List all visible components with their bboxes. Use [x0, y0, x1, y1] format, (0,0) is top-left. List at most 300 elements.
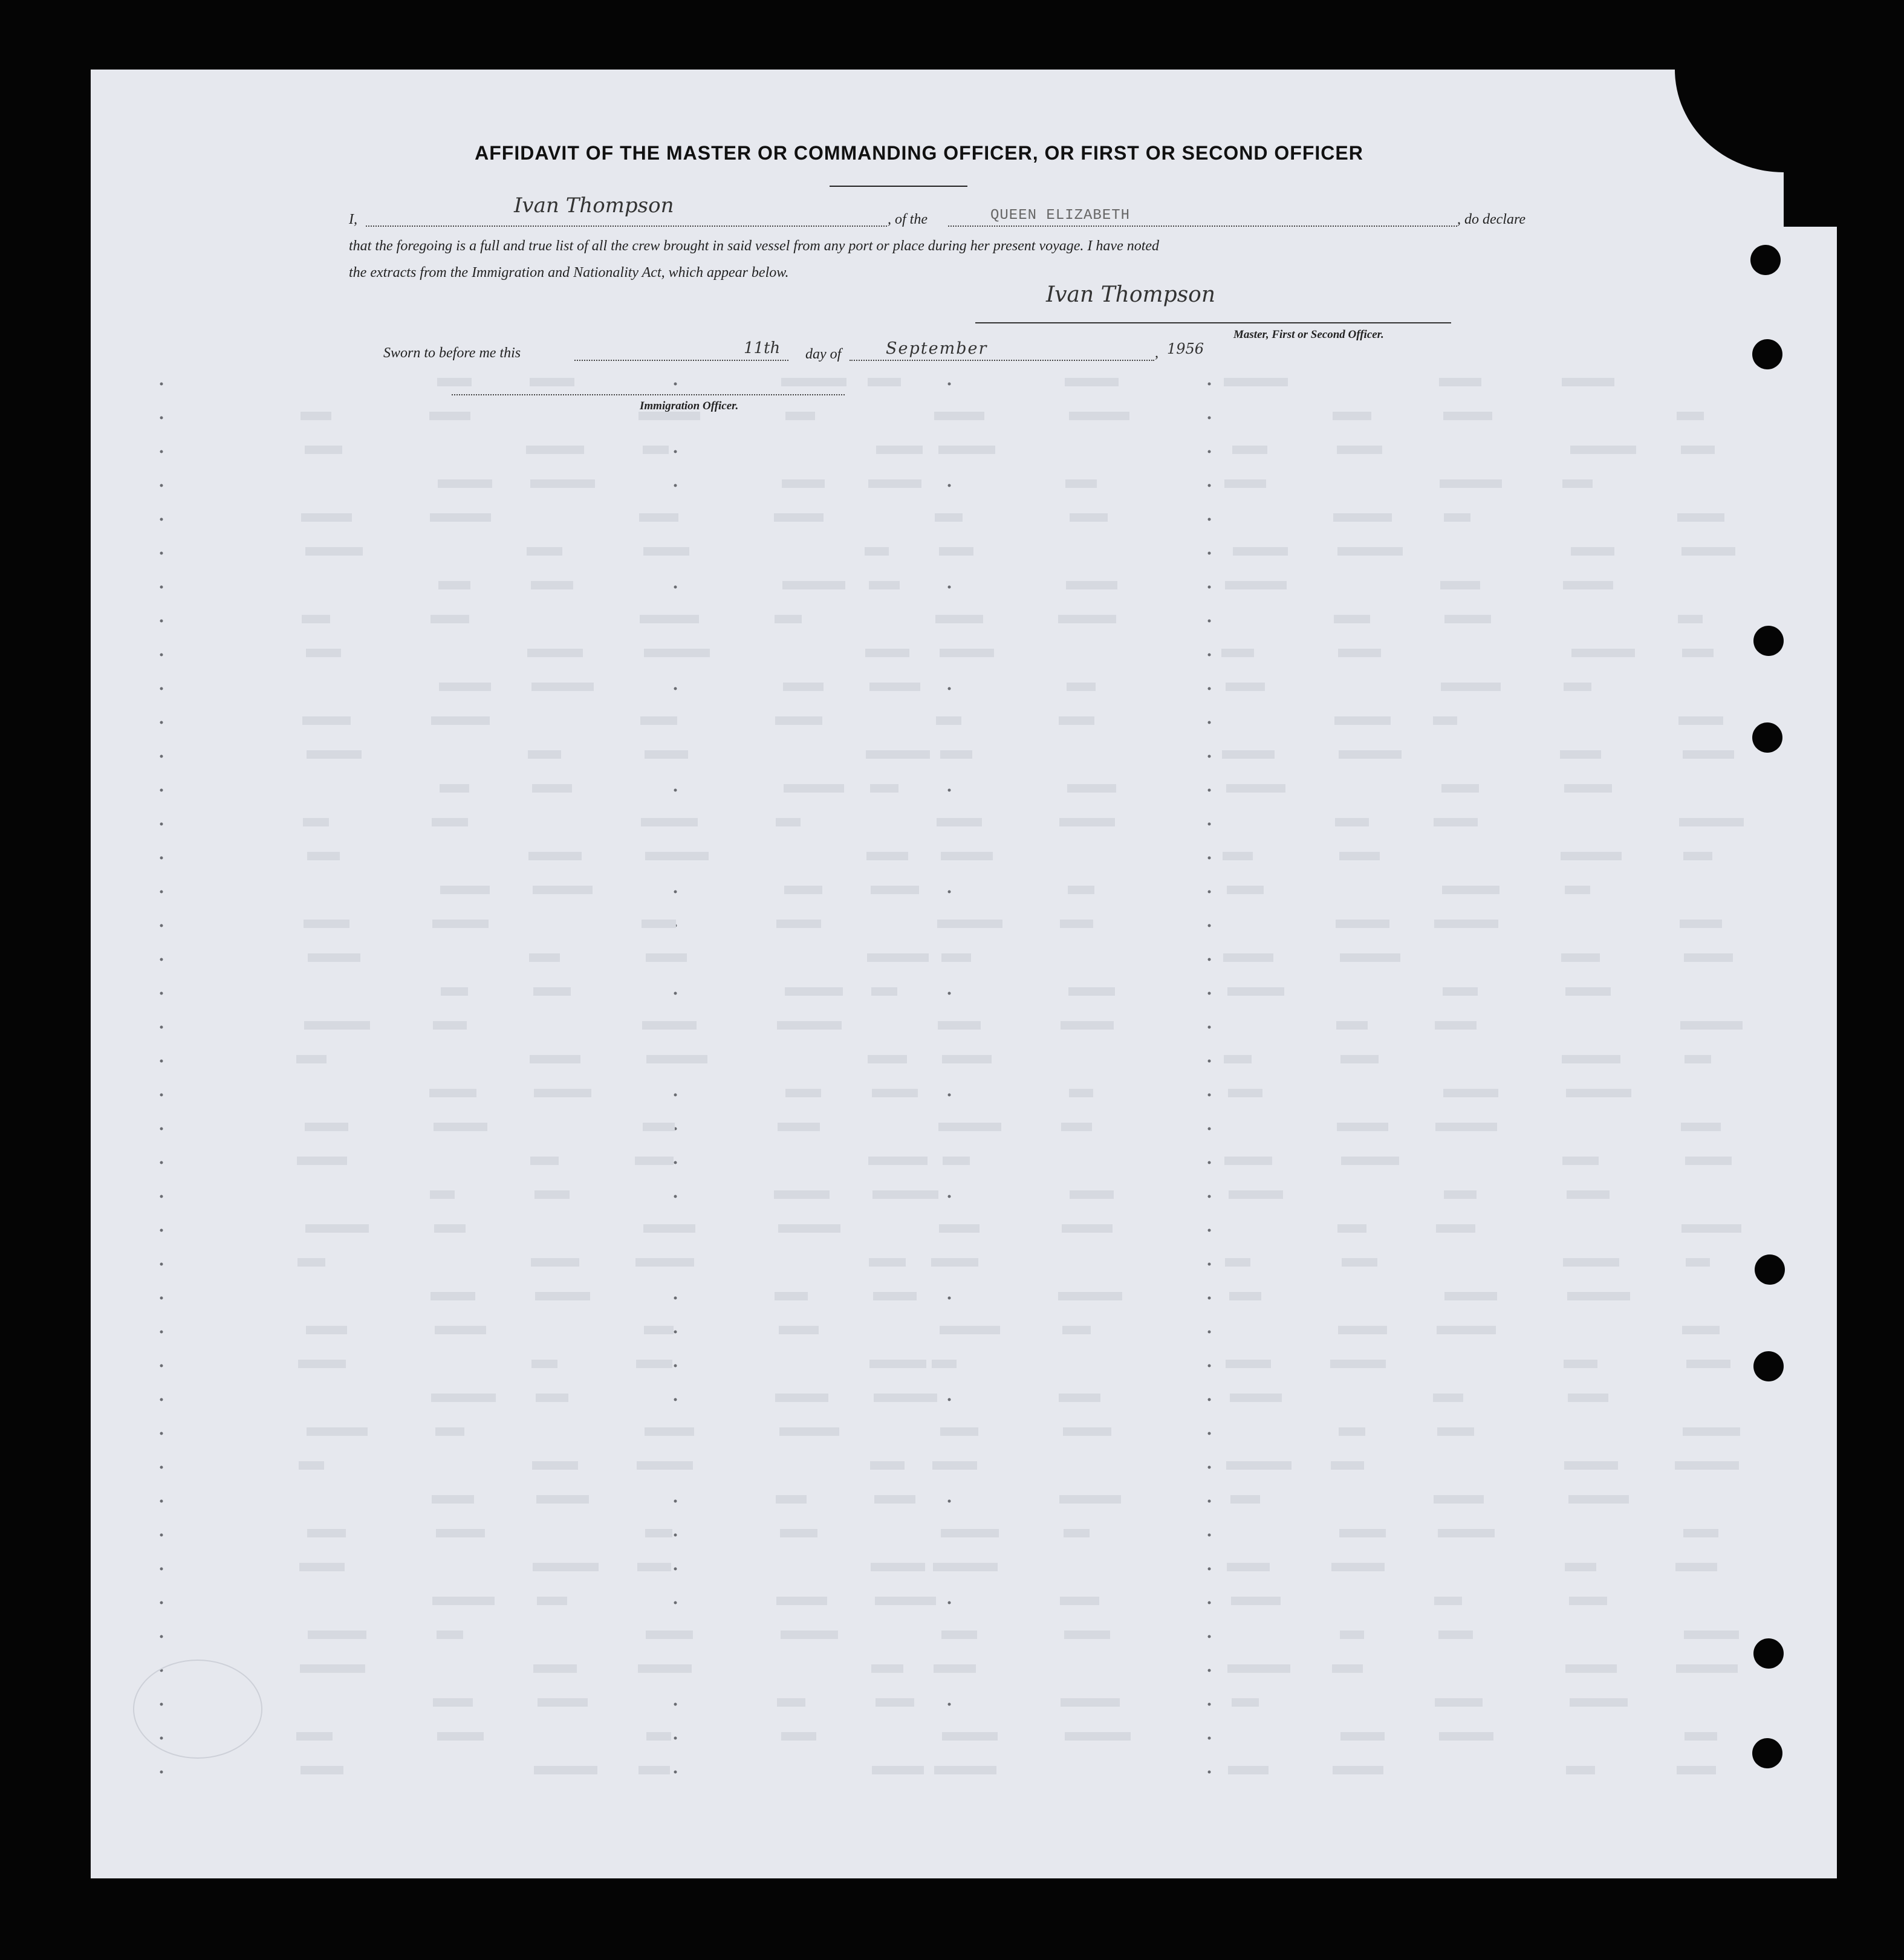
punch-hole-1 [1750, 245, 1781, 275]
bleed-text-block [1224, 1157, 1272, 1165]
sworn-month: September [886, 339, 988, 358]
bleed-text-block [534, 1089, 591, 1097]
bleed-dot [674, 1297, 677, 1300]
bleed-text-block [1434, 1597, 1462, 1605]
bleed-dot [160, 823, 163, 826]
bleed-text-block [437, 1631, 463, 1639]
sworn-prefix: Sworn to before me this [383, 345, 521, 361]
bleed-text-block [429, 412, 470, 420]
bleed-text-block [301, 1766, 343, 1774]
bleed-text-block [530, 378, 574, 386]
bleed-text-block [431, 615, 469, 623]
bleed-dot [948, 687, 951, 690]
bleed-text-block [1682, 1326, 1720, 1334]
bleed-text-block [1061, 1698, 1120, 1707]
bleed-dot [674, 1737, 677, 1740]
bleed-text-block [1570, 446, 1636, 454]
bleed-dot [160, 1601, 163, 1605]
bleed-dot [160, 1568, 163, 1571]
bleed-text-block [1340, 1732, 1385, 1741]
bleed-text-block [1064, 1631, 1110, 1639]
punch-hole-8 [1752, 1738, 1782, 1768]
bleed-text-block [1337, 446, 1382, 454]
bleed-text-block [301, 513, 352, 522]
bleed-text-block [785, 1089, 821, 1097]
bleed-text-block [1568, 1495, 1629, 1504]
bleed-text-block [1065, 1732, 1131, 1741]
bleed-text-block [1330, 1360, 1386, 1368]
bleed-dot [674, 484, 677, 487]
bleed-text-block [782, 581, 845, 589]
bleed-text-block [1336, 1021, 1368, 1030]
bleed-text-block [440, 886, 490, 894]
bleed-dot [674, 1398, 677, 1401]
bleed-dot [160, 1094, 163, 1097]
sworn-day: 11th [744, 339, 781, 357]
bleed-text-block [1063, 1427, 1111, 1436]
bleed-text-block [1336, 920, 1389, 928]
bleed-dot [1208, 1601, 1211, 1605]
bleed-text-block [308, 1631, 366, 1639]
bleed-text-block [1064, 1529, 1090, 1537]
bleed-text-block [1333, 412, 1371, 420]
bleed-text-block [1683, 750, 1734, 759]
declare-label: , do declare [1457, 212, 1526, 227]
bleed-text-block [1438, 1631, 1473, 1639]
sworn-month-line [850, 360, 1154, 361]
bleed-text-block [1227, 1664, 1290, 1673]
bleed-text-block [1562, 479, 1593, 488]
bleed-text-block [531, 581, 573, 589]
bleed-text-block [1565, 1563, 1596, 1571]
bleed-text-block [644, 649, 710, 657]
bleed-dot [1208, 1669, 1211, 1672]
bleed-text-block [1062, 1326, 1091, 1334]
bleed-text-block [641, 818, 698, 826]
bleed-text-block [435, 1326, 486, 1334]
bleed-text-block [1338, 649, 1381, 657]
bleed-dot [1208, 1500, 1211, 1503]
bleed-text-block [868, 1157, 928, 1165]
bleed-text-block [638, 1766, 670, 1774]
bleed-text-block [1337, 1224, 1366, 1233]
immigration-officer-label: Immigration Officer. [640, 400, 739, 412]
bleed-text-block [876, 446, 923, 454]
bleed-text-block [1571, 649, 1635, 657]
bleed-text-block [1562, 1055, 1620, 1063]
bleed-text-block [645, 1427, 694, 1436]
bleed-dot [1208, 1635, 1211, 1638]
punch-hole-2 [1752, 339, 1782, 369]
master-signature-line [975, 322, 1451, 323]
bleed-text-block [1444, 1190, 1477, 1199]
bleed-text-block [1334, 716, 1391, 725]
bleed-text-block [1434, 818, 1478, 826]
bleed-dot [160, 1635, 163, 1638]
bleed-text-block [932, 1360, 957, 1368]
bleed-dot [674, 1568, 677, 1571]
bleed-text-block [639, 513, 678, 522]
bleed-text-block [941, 1631, 977, 1639]
bleed-text-block [643, 446, 669, 454]
bleed-dot [160, 552, 163, 555]
bleed-text-block [1338, 1326, 1387, 1334]
bleed-text-block [785, 987, 843, 996]
bleed-text-block [775, 1394, 828, 1402]
bleed-text-block [438, 581, 470, 589]
bleed-text-block [1441, 683, 1501, 691]
bleed-text-block [536, 1394, 568, 1402]
bleed-text-block [643, 1123, 675, 1131]
bleed-dot [948, 1398, 951, 1401]
bleed-text-block [303, 818, 329, 826]
bleed-text-block [781, 1631, 838, 1639]
bleed-text-block [1439, 378, 1481, 386]
bleed-text-block [530, 479, 595, 488]
bleed-text-block [1678, 615, 1703, 623]
bleed-text-block [1436, 1224, 1475, 1233]
bleed-text-block [642, 920, 676, 928]
bleed-text-block [1060, 1597, 1099, 1605]
bleed-dot [160, 1229, 163, 1232]
immigration-officer-line [452, 394, 845, 395]
bleed-text-block [1567, 1292, 1630, 1300]
bleed-text-block [1233, 547, 1288, 556]
bleed-text-block [296, 1732, 333, 1741]
bleed-text-block [1568, 1394, 1608, 1402]
bleed-text-block [1339, 1529, 1386, 1537]
bleed-text-block [1337, 547, 1403, 556]
bleed-text-block [872, 1190, 938, 1199]
bleed-dot [1208, 1466, 1211, 1469]
bleed-text-block [778, 1224, 840, 1233]
bleed-dot [1208, 1737, 1211, 1740]
bleed-text-block [1230, 1394, 1282, 1402]
bleed-text-block [1679, 818, 1744, 826]
declaration-prefix: I, [349, 212, 357, 227]
bleed-dot [160, 1297, 163, 1300]
bleed-text-block [869, 683, 920, 691]
bleed-text-block [1227, 886, 1264, 894]
bleed-dot [674, 1195, 677, 1198]
bleed-text-block [932, 1461, 977, 1470]
bleed-text-block [1226, 1461, 1292, 1470]
bleed-text-block [1686, 1360, 1730, 1368]
bleed-text-block [1342, 1258, 1377, 1267]
bleed-dot [1208, 1331, 1211, 1334]
bleed-text-block [1223, 953, 1273, 962]
bleed-text-block [1684, 1631, 1739, 1639]
bleed-text-block [1677, 1766, 1716, 1774]
bleed-dot [160, 755, 163, 758]
bleed-dot [948, 586, 951, 589]
bleed-dot [1208, 823, 1211, 826]
bleed-text-block [1333, 513, 1392, 522]
bleed-text-block [865, 547, 889, 556]
bleed-dot [160, 518, 163, 521]
bleed-text-block [305, 446, 342, 454]
bleed-dot [160, 1365, 163, 1368]
bleed-text-block [936, 716, 961, 725]
day-of-label: day of [805, 346, 842, 362]
bleed-text-block [536, 1495, 589, 1504]
sworn-day-line [574, 360, 788, 361]
bleed-text-block [530, 1055, 580, 1063]
bleed-text-block [1680, 920, 1722, 928]
bleed-text-block [1068, 987, 1115, 996]
bleed-dot [160, 1331, 163, 1334]
bleed-text-block [645, 852, 709, 860]
bleed-text-block [1059, 1495, 1121, 1504]
bleed-text-block [1069, 1089, 1093, 1097]
bleed-text-block [1571, 547, 1614, 556]
declaration-line-2: that the foregoing is a full and true list of all the crew brought in said vessel from any port or place during her present voyage. I have noted [349, 238, 1160, 254]
bleed-text-block [872, 1766, 924, 1774]
bleed-dot [674, 1161, 677, 1164]
bleed-text-block [1065, 479, 1097, 488]
vessel-name: QUEEN ELIZABETH [990, 207, 1131, 224]
bleed-text-block [1060, 920, 1093, 928]
bleed-text-block [1224, 378, 1288, 386]
bleed-text-block [1227, 1563, 1270, 1571]
bleed-text-block [308, 953, 360, 962]
bleed-text-block [1566, 1089, 1631, 1097]
bleed-text-block [298, 1360, 346, 1368]
bleed-text-block [779, 1427, 839, 1436]
bleed-text-block [646, 1055, 707, 1063]
bleed-text-block [296, 1055, 327, 1063]
bleed-dot [674, 1534, 677, 1537]
bleed-text-block [937, 818, 982, 826]
bleed-text-block [1560, 750, 1601, 759]
bleed-text-block [1682, 649, 1714, 657]
bleed-text-block [1564, 1461, 1618, 1470]
bleed-text-block [646, 1732, 671, 1741]
bleed-text-block [1686, 1258, 1710, 1267]
bleed-text-block [779, 1326, 819, 1334]
bleed-text-block [1224, 479, 1266, 488]
bleed-dot [948, 1195, 951, 1198]
bleed-text-block [1434, 920, 1498, 928]
bleed-text-block [1561, 953, 1600, 962]
bleed-dot [674, 1094, 677, 1097]
bleed-text-block [1563, 581, 1613, 589]
bleed-text-block [1676, 1664, 1738, 1673]
bleed-text-block [1683, 1427, 1740, 1436]
of-the-label: , of the [888, 212, 928, 227]
bleed-text-block [307, 1529, 346, 1537]
bleed-dot [674, 586, 677, 589]
bleed-text-block [1224, 1055, 1252, 1063]
bleed-dot [1208, 1568, 1211, 1571]
bleed-text-block [1681, 446, 1715, 454]
bleed-text-block [935, 513, 963, 522]
bleed-text-block [437, 378, 472, 386]
title-underline [830, 186, 967, 187]
bleed-text-block [635, 1157, 674, 1165]
bleed-text-block [1443, 987, 1478, 996]
bleed-dot [1208, 1094, 1211, 1097]
bleed-text-block [1678, 716, 1723, 725]
bleed-text-block [302, 716, 351, 725]
bleed-dot [1208, 552, 1211, 555]
declarant-name-line [366, 226, 887, 227]
bleed-text-block [1562, 378, 1614, 386]
bleed-text-block [1059, 1394, 1100, 1402]
bleed-text-block [1435, 1123, 1497, 1131]
bleed-text-block [441, 987, 468, 996]
bleed-text-block [1675, 1563, 1717, 1571]
bleed-dot [160, 1432, 163, 1435]
bleed-dot [160, 1534, 163, 1537]
bleed-text-block [1675, 1461, 1739, 1470]
bleed-text-block [785, 412, 815, 420]
bleed-text-block [1435, 1021, 1477, 1030]
bleed-text-block [775, 615, 802, 623]
bleed-text-block [778, 1123, 820, 1131]
bleed-text-block [297, 1258, 325, 1267]
bleed-text-block [1440, 479, 1502, 488]
bleed-text-block [1438, 1529, 1495, 1537]
torn-corner-edge [1784, 70, 1837, 227]
bleed-text-block [1685, 1157, 1732, 1165]
bleed-text-block [646, 1631, 693, 1639]
bleed-text-block [776, 920, 821, 928]
punch-hole-3 [1753, 626, 1784, 656]
bleed-text-block [1062, 1224, 1113, 1233]
bleed-text-block [1335, 818, 1369, 826]
bleed-text-block [430, 1190, 455, 1199]
bleed-text-block [1681, 547, 1735, 556]
bleed-dot [1208, 1128, 1211, 1131]
bleed-dot [674, 1601, 677, 1605]
bleed-text-block [1339, 750, 1402, 759]
bleed-text-block [432, 818, 468, 826]
bleed-text-block [1067, 784, 1116, 793]
bleed-text-block [934, 1766, 996, 1774]
bleed-text-block [775, 1292, 808, 1300]
bleed-text-block [527, 649, 583, 657]
bleed-dot [1208, 1398, 1211, 1401]
bleed-dot [674, 992, 677, 995]
bleed-dot [948, 1703, 951, 1706]
bleed-text-block [1232, 1698, 1259, 1707]
bleed-text-block [299, 1461, 324, 1470]
bleed-text-block [538, 1698, 588, 1707]
bleed-text-block [432, 920, 489, 928]
bleed-text-block [301, 412, 331, 420]
bleed-text-block [302, 615, 330, 623]
bleed-text-block [533, 987, 571, 996]
bleed-text-block [1333, 1766, 1383, 1774]
bleed-text-block [643, 547, 689, 556]
bleed-text-block [1569, 1597, 1607, 1605]
bleed-text-block [869, 1360, 926, 1368]
bleed-text-block [874, 1495, 915, 1504]
bleed-text-block [1331, 1563, 1385, 1571]
bleed-text-block [307, 750, 362, 759]
bleed-text-block [1444, 1292, 1497, 1300]
bleed-text-block [1564, 784, 1612, 793]
bleed-text-block [1685, 1732, 1717, 1741]
declarant-signature: Ivan Thompson [514, 193, 674, 218]
bleed-dot [160, 1263, 163, 1266]
bleed-text-block [1230, 1495, 1260, 1504]
bleed-dot [160, 654, 163, 657]
bleed-text-block [783, 683, 824, 691]
bleed-text-block [640, 615, 699, 623]
bleed-text-block [1061, 1021, 1114, 1030]
bleed-text-block [1225, 581, 1287, 589]
bleed-text-block [776, 818, 801, 826]
bleed-dot [1208, 1263, 1211, 1266]
bleed-text-block [429, 1089, 476, 1097]
bleed-text-block [934, 1664, 976, 1673]
bleed-text-block [1065, 378, 1119, 386]
bleed-dot [674, 1500, 677, 1503]
bleed-text-block [937, 920, 1002, 928]
bleed-text-block [781, 378, 846, 386]
bleed-text-block [537, 1597, 567, 1605]
bleed-text-block [1068, 886, 1094, 894]
bleed-text-block [775, 716, 822, 725]
bleed-text-block [934, 412, 984, 420]
bleed-text-block [436, 1529, 485, 1537]
bleed-dot [160, 484, 163, 487]
bleed-text-block [780, 1529, 817, 1537]
bleed-text-block [528, 852, 582, 860]
bleed-dot [1208, 891, 1211, 894]
bleed-text-block [1058, 1292, 1122, 1300]
bleed-text-block [646, 953, 687, 962]
bleed-dot [160, 1026, 163, 1029]
bleed-dot [160, 1466, 163, 1469]
bleed-text-block [1227, 987, 1284, 996]
bleed-text-block [1228, 1766, 1269, 1774]
bleed-text-block [1681, 1224, 1741, 1233]
bleed-text-block [636, 1360, 672, 1368]
bleed-dot [160, 891, 163, 894]
bleed-dot [160, 992, 163, 995]
bleed-dot [1208, 518, 1211, 521]
bleed-dot [1208, 1060, 1211, 1063]
bleed-text-block [1223, 852, 1253, 860]
bleed-text-block [777, 1698, 805, 1707]
bleed-text-block [434, 1123, 487, 1131]
bleed-text-block [868, 378, 901, 386]
bleed-dot [948, 1094, 951, 1097]
bleed-dot [1208, 383, 1211, 386]
bleed-text-block [1439, 1732, 1493, 1741]
bleed-text-block [1339, 1427, 1365, 1436]
bleed-text-block [1681, 1123, 1721, 1131]
bleed-text-block [776, 1597, 827, 1605]
document-page [91, 70, 1837, 1878]
bleed-text-block [1226, 1360, 1271, 1368]
bleed-dot [1208, 586, 1211, 589]
bleed-dot [1208, 924, 1211, 927]
bleed-dot [1208, 484, 1211, 487]
bleed-dot [160, 1500, 163, 1503]
bleed-text-block [1226, 683, 1265, 691]
bleed-dot [1208, 789, 1211, 792]
bleed-dot [674, 1771, 677, 1774]
bleed-text-block [1339, 852, 1380, 860]
bleed-dot [1208, 687, 1211, 690]
bleed-text-block [1443, 1089, 1498, 1097]
bleed-dot [160, 1398, 163, 1401]
bleed-dot [674, 383, 677, 386]
